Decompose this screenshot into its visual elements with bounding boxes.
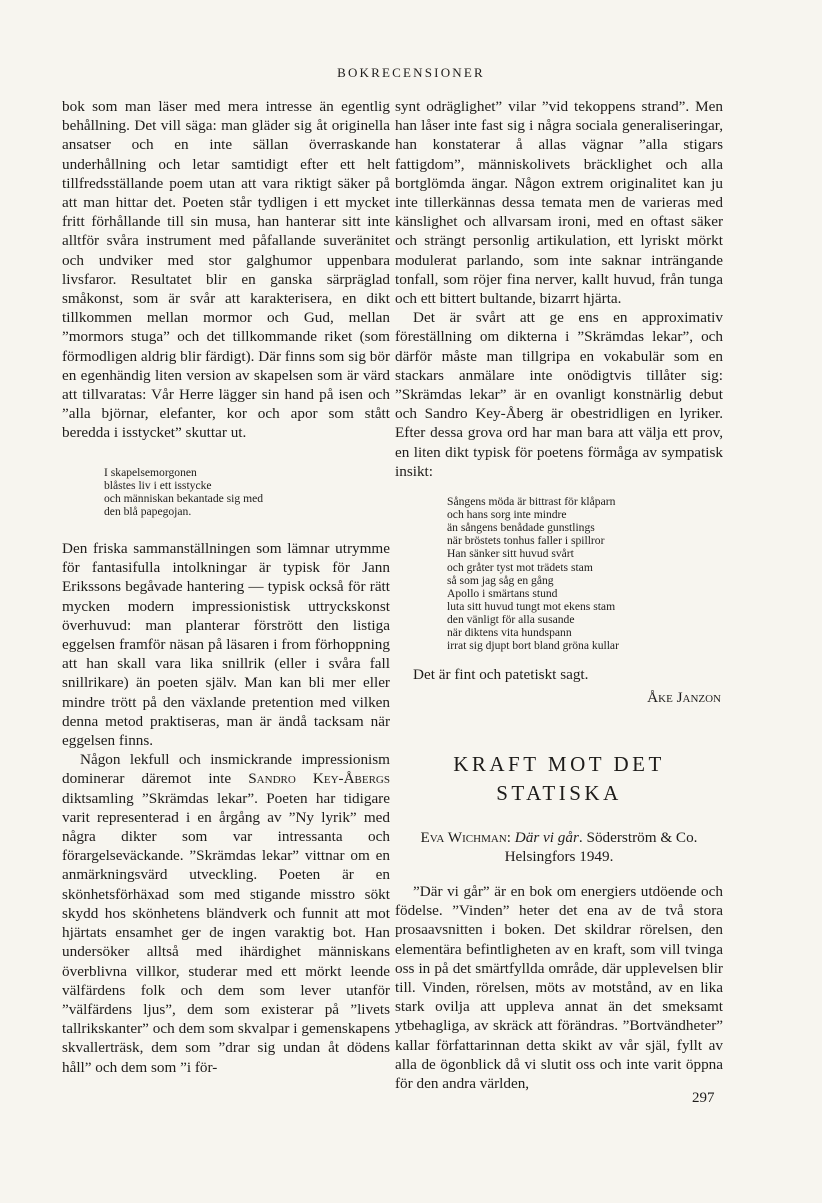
paragraph-text: Någon lekfull och insmickrande impressionism dominerar däremot inte: [62, 751, 390, 788]
review-title: [395, 750, 723, 808]
book-byline: [395, 828, 723, 866]
quoted-poem: [104, 466, 390, 518]
paragraph: Den friska sammanställningen som lämnar utrymme för fantasifulla intolkningar är typisk för Jann Erikssons begåvade hantering — typisk också för rätt mycken modern impressionistisk uttryckskonst överhuvud: man planterar förstrött den listiga eggelsen framför näsan på läsaren i from förhoppning att han skall vara lika snillrik (eller i svåra fall snillrikare) än poeten själv. Man kan bli mer eller mindre trött på den växlande pretention med vilken denna metod praktiseras, man är ändå tacksam när eggelsen finns.: [62, 540, 390, 750]
author-name: Sandro Key-Åbergs: [248, 770, 390, 788]
byline-publisher: . Söderström & Co. Helsingfors 1949.: [504, 828, 698, 865]
paragraph: synt odräglighet” vilar ”vid tekoppens strand”. Men han låser inte fast sig i några sociala generaliseringar, han konstaterar å allas vägnar ”alla stigars fattigdom”, människolivets bräcklighet och alla bortglömda ängar. Någon extrem originalitet kan ju inte tillerkännas dessa temata men de varieras med känslighet och allvarsam ironi, med en oftast säker och strängt personlig artikulation, ett lyriskt mörkt modulerat parlando, som inte saknar inträngande tonfall, som röjer fina nerver, kallt huvud, från tunga och ett bittert bultande, bizarrt hjärta.: [395, 98, 723, 308]
poem-line: Apollo i smärtans stund: [447, 586, 558, 600]
poem-line: Sångens möda är bittrast för klåparn: [447, 495, 616, 509]
poem-line: och hans sorg inte mindre: [447, 508, 567, 522]
poem-line: irrat sig djupt bort bland gröna kullar: [447, 639, 619, 653]
poem-line: när bröstets tonhus faller i spillror: [447, 534, 605, 548]
poem-line: den vänligt för alla susande: [447, 612, 575, 626]
poem-line: så som jag såg en gång: [447, 573, 554, 587]
reviewer-signature: Åke Janzon: [647, 689, 721, 707]
page-number: 297: [692, 1090, 715, 1106]
byline-author: Eva Wichman: [420, 828, 507, 846]
paragraph: [62, 750, 390, 1076]
byline-separator: :: [506, 828, 515, 846]
poem-line: och människan bekantade sig med: [104, 491, 264, 505]
paragraph: Det är fint och patetiskt sagt.: [413, 666, 589, 684]
running-header: BOKRECENSIONER: [337, 65, 485, 80]
poem-line: och gråter tyst mot trädets stam: [447, 560, 593, 574]
right-column: [395, 97, 723, 1093]
paragraph: bok som man läser med mera intresse än egentlig behållning. Det vill säga: man gläder sig åt originella ansatser och en inte sällan överraskande underhållning och letar samtidigt efter ett helt tillfredsställande poem utan att vara riktigt säker på att man hittar det. Poeten står tydligen i ett mycket fritt förhållande till sin musa, han hanterar sitt inte alltför svåra instrument med påfallande suveränitet och undviker med stor galghumor uppenbara livsfaror. Resultatet blir en ganska särpräglad småkonst, som är svår att karakterisera, en dikt tillkommen mellan mormor och Gud, mellan ”mormors stuga” och det tillkommande riket (som förmodligen aldrig blir färdigt). Där finns som sig bör en egenhändig liten version av skapelsen som är värd att tillvaratas: Vår Herre lägger sin hand på isen och ”alla björnar, elefanter, kor och apor som stått beredda i isstycket” skuttar ut.: [62, 98, 390, 442]
poem-line: luta sitt huvud tungt mot ekens stam: [447, 599, 616, 613]
title-line: STATISKA: [496, 780, 622, 805]
poem-line: den blå papegojan.: [104, 504, 192, 518]
byline-book-title: Där vi går: [514, 828, 579, 846]
poem-line: Han sänker sitt huvud svårt: [447, 547, 574, 561]
title-line: KRAFT MOT DET: [453, 751, 665, 776]
paragraph: ”Där vi går” är en bok om energiers utdöende och födelse. ”Vinden” heter det ena av de två stora prosaavsnitten i boken. Det skildrar rörelsen, den elementära befintligheten av en kraft, som vill tvinga oss in på det smärtfyllda område, där upplevelsen blir till. Vinden, rörelsen, möts av motstånd, av en lika stark ovilja att uppleva annat än det smeksamt ytbehagliga, av skräck att förändras. ”Bortvändheter” kallar författarinnan detta skikt av vår själ, fyllt av alla de ögonblick då vi slutit oss och inte varit öppna för den andra världen,: [395, 883, 723, 1093]
paragraph-text: diktsamling ”Skrämdas lekar”. Poeten har tidigare varit representerad i en årgång av ”Ny lyrik” med några dikter som var intressanta och förargelseväckande. ”Skrämdas lekar” vittnar om en anmärkningsvärd utveckling. Poeten är en skönhetsförhäxad som med stigande misstro sökt skydd hos skönhetens bländverk och funnit att mot hjärtats ensamhet ger de ingen varaktig bot. Han undersöker alltså med ihärdighet människans överblivna villkor, studerar med ett mörkt leende välfärdens folk och dem som lever utanför ”välfärdens ljus”, dem som existerar på ”livets tallrikskanter” och dem som skvalpar i gemenskapens skvallerträsk, dem som ”drar sig undan åt dödens håll” och dem som ”i för-: [62, 789, 390, 1076]
poem-line: blåstes liv i ett isstycke: [104, 478, 212, 492]
poem-line: I skapelsemorgonen: [104, 465, 197, 479]
paragraph: Det är svårt att ge ens en approximativ föreställning om dikterna i ”Skrämdas lekar”, och därför måste man tillgripa en vokabulär som en stackars anmälare inte onödigtvis tillåter sig: ”Skrämdas lekar” är en ovanligt konstnärlig debut och Sandro Key-Åberg är obestridligen en lyriker. Efter dessa grova ord har man bara att välja ett prov, en liten dikt typisk för poetens förmåga av sympatisk insikt:: [395, 309, 723, 480]
poem-line: än sångens benådade gunstlings: [447, 521, 595, 535]
poem-line: när diktens vita hundspann: [447, 626, 572, 639]
left-column: [62, 97, 390, 1077]
quoted-poem: [447, 495, 723, 652]
